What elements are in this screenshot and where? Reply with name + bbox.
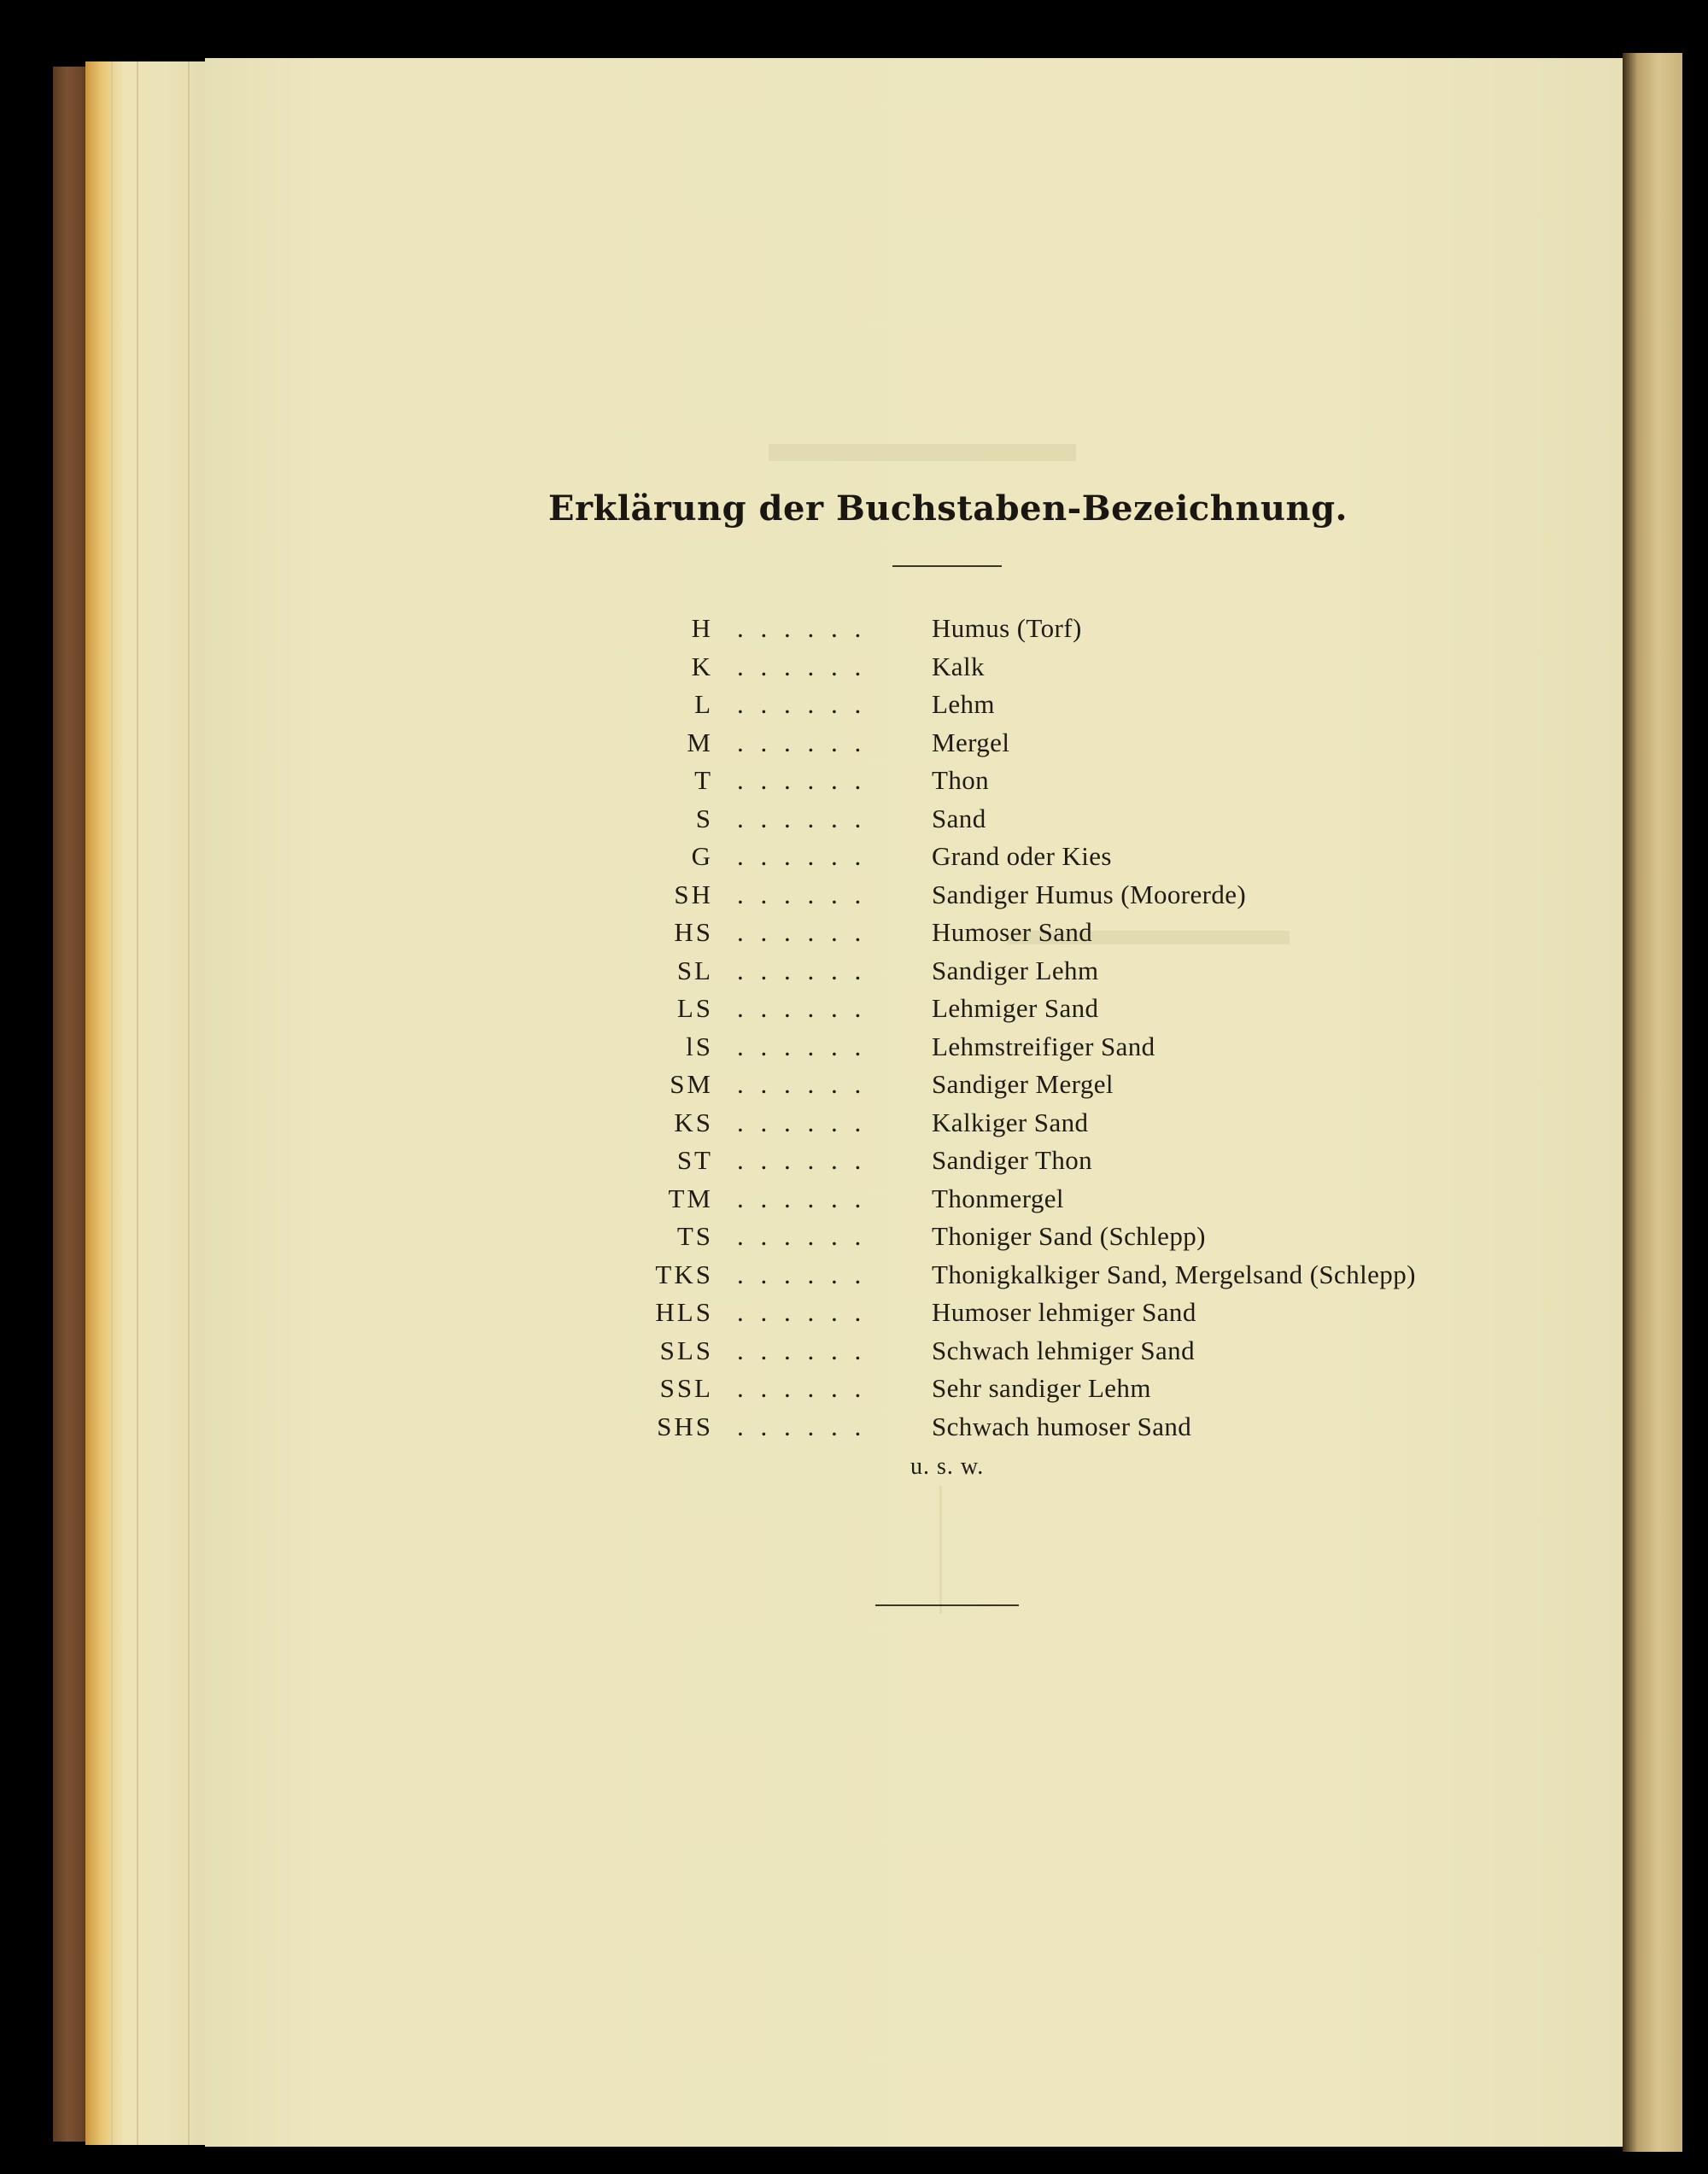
facing-page-edge — [1623, 53, 1682, 2152]
leader-dots: . . . . . . — [737, 765, 867, 795]
leader-dots: . . . . . . — [737, 613, 867, 643]
leader-dots: . . . . . . — [737, 651, 867, 681]
legend-row — [598, 804, 1452, 842]
legend-abbreviation: TS — [676, 1221, 713, 1251]
legend-row — [598, 917, 1452, 956]
leader-dots: . . . . . . — [737, 727, 867, 757]
legend-row — [598, 1411, 1452, 1450]
legend-description: Thonmergel — [932, 1183, 1064, 1213]
legend-list — [598, 613, 1452, 1449]
legend-abbreviation: LS — [676, 993, 713, 1023]
leader-dots: . . . . . . — [737, 1411, 867, 1441]
legend-description: Kalk — [932, 651, 985, 681]
leader-dots: . . . . . . — [737, 1297, 867, 1327]
legend-abbreviation: HLS — [655, 1297, 713, 1327]
legend-description: Mergel — [932, 727, 1010, 757]
show-through — [939, 1486, 942, 1614]
legend-description: Humoser Sand — [932, 917, 1093, 947]
page-edge-line — [111, 61, 113, 2145]
legend-description: Sandiger Mergel — [932, 1069, 1114, 1099]
legend-description: Lehmstreifiger Sand — [932, 1031, 1155, 1061]
page-edge-line — [188, 61, 190, 2145]
legend-description: Sandiger Humus (Moorerde) — [932, 879, 1247, 909]
legend-abbreviation: SHS — [657, 1411, 713, 1441]
legend-abbreviation: TKS — [655, 1259, 713, 1289]
page-title: Erklärung der Buchstaben-Bezeichnung. — [548, 488, 1348, 529]
legend-row — [598, 1145, 1452, 1183]
legend-row — [598, 728, 1452, 766]
title-rule — [892, 565, 1002, 567]
leader-dots: . . . . . . — [737, 1259, 867, 1289]
legend-description: Thoniger Sand (Schlepp) — [932, 1221, 1206, 1251]
legend-abbreviation: SH — [674, 879, 713, 909]
legend-row — [598, 613, 1452, 652]
legend-row — [598, 1259, 1452, 1298]
legend-abbreviation: SM — [670, 1069, 713, 1099]
leader-dots: . . . . . . — [737, 917, 867, 947]
legend-description: Schwach lehmiger Sand — [932, 1335, 1195, 1365]
leader-dots: . . . . . . — [737, 1069, 867, 1099]
legend-abbreviation: H — [691, 613, 713, 643]
legend-abbreviation: SL — [676, 955, 713, 985]
legend-description: Schwach humoser Sand — [932, 1411, 1192, 1441]
legend-row — [598, 880, 1452, 918]
closing-rule — [875, 1604, 1019, 1606]
page-edges — [85, 61, 214, 2145]
leader-dots: . . . . . . — [737, 1107, 867, 1137]
legend-row — [598, 765, 1452, 804]
legend-description: Sandiger Lehm — [932, 955, 1099, 985]
leader-dots: . . . . . . — [737, 1373, 867, 1403]
legend-description: Thon — [932, 765, 990, 795]
legend-abbreviation: HS — [674, 917, 713, 947]
legend-abbreviation: lS — [686, 1031, 713, 1061]
legend-row — [598, 689, 1452, 728]
legend-row — [598, 1031, 1452, 1070]
legend-row — [598, 1221, 1452, 1259]
leader-dots: . . . . . . — [737, 879, 867, 909]
leader-dots: . . . . . . — [737, 955, 867, 985]
legend-row — [598, 1373, 1452, 1411]
legend-row — [598, 1069, 1452, 1107]
legend-description: Sand — [932, 803, 986, 833]
show-through — [769, 444, 1076, 461]
legend-row — [598, 1107, 1452, 1146]
leader-dots: . . . . . . — [737, 1145, 867, 1175]
legend-description: Humus (Torf) — [932, 613, 1082, 643]
leader-dots: . . . . . . — [737, 1335, 867, 1365]
legend-description: Grand oder Kies — [932, 841, 1112, 871]
leader-dots: . . . . . . — [737, 1031, 867, 1061]
legend-abbreviation: T — [694, 765, 713, 795]
legend-description: Thonigkalkiger Sand, Mergelsand (Schlepp) — [932, 1259, 1416, 1289]
legend-abbreviation: SLS — [659, 1335, 713, 1365]
legend-row — [598, 1335, 1452, 1374]
leader-dots: . . . . . . — [737, 993, 867, 1023]
legend-row — [598, 993, 1452, 1031]
leader-dots: . . . . . . — [737, 841, 867, 871]
leader-dots: . . . . . . — [737, 803, 867, 833]
legend-abbreviation: TM — [668, 1183, 713, 1213]
legend-description: Humoser lehmiger Sand — [932, 1297, 1196, 1327]
legend-row — [598, 956, 1452, 994]
legend-abbreviation: G — [691, 841, 713, 871]
leader-dots: . . . . . . — [737, 1221, 867, 1251]
legend-row — [598, 841, 1452, 880]
page-edge-line — [137, 61, 138, 2145]
legend-abbreviation: S — [695, 803, 713, 833]
legend-abbreviation: K — [691, 651, 713, 681]
legend-description: Lehm — [932, 689, 995, 719]
legend-description: Sehr sandiger Lehm — [932, 1373, 1151, 1403]
legend-description: Sandiger Thon — [932, 1145, 1093, 1175]
leader-dots: . . . . . . — [737, 1183, 867, 1213]
legend-row — [598, 1297, 1452, 1335]
etcetera-note: u. s. w. — [910, 1453, 985, 1480]
legend-description: Lehmiger Sand — [932, 993, 1099, 1023]
legend-abbreviation: L — [694, 689, 713, 719]
legend-abbreviation: KS — [674, 1107, 713, 1137]
legend-abbreviation: SSL — [659, 1373, 713, 1403]
leader-dots: . . . . . . — [737, 689, 867, 719]
legend-row — [598, 652, 1452, 690]
legend-abbreviation: ST — [676, 1145, 713, 1175]
legend-description: Kalkiger Sand — [932, 1107, 1089, 1137]
legend-abbreviation: M — [687, 727, 713, 757]
legend-row — [598, 1183, 1452, 1222]
